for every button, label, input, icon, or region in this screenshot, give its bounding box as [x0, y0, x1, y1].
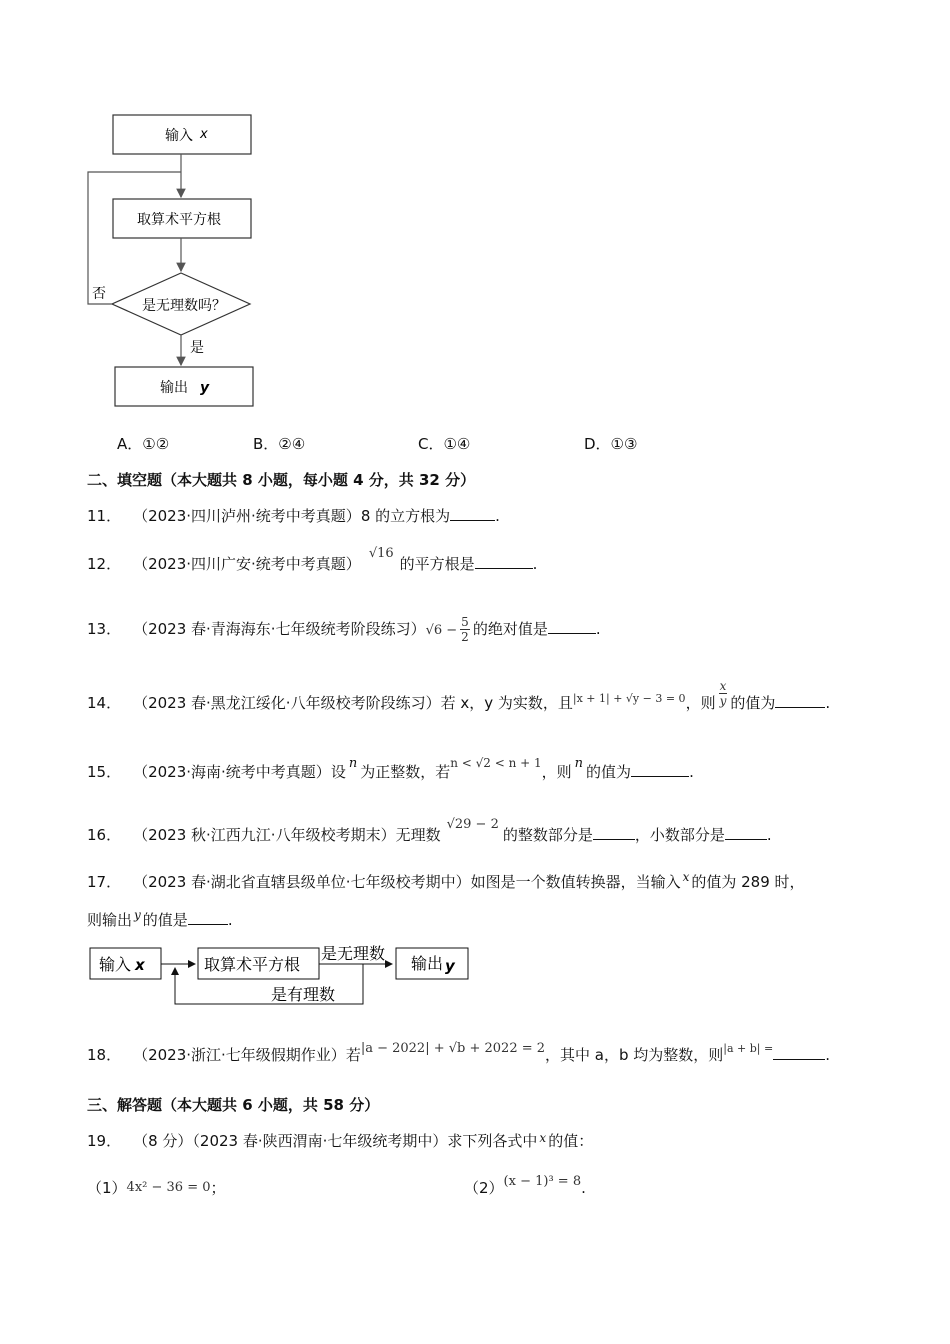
q14-text-c: 的值为: [730, 694, 776, 712]
q15-text-a: 设: [330, 763, 346, 781]
conv-output-var: y: [445, 957, 455, 975]
q12-end: .: [532, 555, 538, 573]
q14-source: （2023 春·黑龙江绥化·八年级校考阶段练习）: [133, 694, 441, 712]
choice-a[interactable]: A．①②: [117, 435, 170, 453]
q16-text-c: ，小数部分是: [634, 826, 725, 844]
q16-text-a: 无理数: [395, 826, 441, 844]
question-12: [87, 546, 538, 576]
q13-text: 的绝对值是: [472, 620, 548, 638]
output-label: 输出: [160, 380, 188, 396]
q17-source: （2023 春·湖北省直辖县级单位·七年级校考期中）: [133, 873, 471, 891]
q14-frac-den: y: [719, 694, 727, 708]
q18-text-b: ，其中 a，b 均为整数，则: [545, 1046, 724, 1064]
question-13: [87, 615, 601, 644]
q17-blank[interactable]: [188, 910, 228, 925]
q16-source: （2023 秋·江西九江·八年级校考期末）: [133, 826, 396, 844]
q16-blank-2[interactable]: [725, 825, 767, 840]
q11-num: 11．: [87, 507, 122, 525]
question-18: [87, 1041, 830, 1067]
q18-math: |a − 2022| + √b + 2022 = 2: [360, 1041, 546, 1056]
q18-blank[interactable]: [773, 1045, 825, 1060]
q17-end: .: [227, 911, 233, 929]
yes-label: 是: [190, 340, 204, 356]
q14-fraction: [719, 679, 728, 708]
q13-source: （2023 春·青海海东·七年级统考阶段练习）: [133, 620, 426, 638]
q12-blank[interactable]: [475, 554, 533, 569]
conv-output-label: 输出: [411, 954, 444, 973]
section3-title: 三、解答题（本大题共 6 小题，共 58 分）: [87, 1096, 380, 1114]
q17-num: 17．: [87, 873, 122, 891]
section2-title: 二、填空题（本大题共 8 小题，每小题 4 分，共 32 分）: [87, 471, 476, 489]
q13-num: 13．: [87, 620, 122, 638]
q17-line2-a: 则输出: [87, 911, 133, 929]
question-16: [87, 817, 772, 847]
q15-end: .: [689, 763, 694, 781]
q16-math: √29 − 2: [446, 817, 499, 832]
q19-text-a: 求下列各式中: [447, 1132, 538, 1150]
question-15: [87, 756, 694, 784]
choice-c[interactable]: C．①④: [418, 435, 471, 453]
question-19: [87, 1131, 593, 1152]
question-19-1: [87, 1178, 226, 1200]
flowchart: [80, 105, 270, 415]
q19-var-x: x: [539, 1131, 547, 1145]
q16-text-b: 的整数部分是: [502, 826, 593, 844]
q15-text-d: 的值为: [586, 763, 632, 781]
question-11: [87, 506, 500, 526]
q11-source: （2023·四川泸州·统考中考真题）: [133, 507, 361, 525]
q14-text-b: ，则: [685, 694, 716, 712]
input-var: x: [200, 127, 208, 142]
q13-frac-den: 2: [461, 630, 469, 644]
conv-input-label: 输入: [99, 955, 132, 974]
conv-input-var: x: [135, 956, 145, 974]
q15-source: （2023·海南·统考中考真题）: [133, 763, 331, 781]
q11-text: 8 的立方根为: [360, 507, 451, 525]
q14-blank[interactable]: [775, 693, 825, 708]
q12-num: 12．: [87, 555, 122, 573]
q19-1-num: （1）: [87, 1179, 127, 1197]
q15-math: n < √2 < n + 1: [450, 756, 542, 770]
decision-label: 是无理数吗？: [142, 298, 226, 314]
q11-end: .: [495, 507, 500, 525]
q15-var-n2: n: [574, 756, 584, 771]
conv-process-label: 取算术平方根: [204, 955, 301, 974]
q18-text-a: 若: [345, 1046, 361, 1064]
no-label: 否: [92, 286, 106, 302]
q19-score: （8 分）: [133, 1132, 193, 1150]
q19-1-end: ；: [210, 1179, 226, 1197]
q18-math-b: |a + b| =: [723, 1042, 774, 1055]
q16-num: 16．: [87, 826, 122, 844]
choice-b[interactable]: B．②④: [253, 435, 306, 453]
q17-var-y: y: [134, 908, 141, 922]
q19-1-math: 4x² − 36 = 0: [126, 1180, 211, 1195]
q12-source: （2023·四川广安·统考中考真题）: [133, 555, 361, 573]
q14-num: 14．: [87, 694, 122, 712]
q17-text-a: 如图是一个数值转换器，当输入: [470, 873, 681, 891]
q19-2-math: (x − 1)³ = 8: [503, 1174, 582, 1189]
q17-var-x: x: [682, 870, 690, 884]
output-var: y: [200, 380, 210, 396]
question-19-2: [464, 1174, 586, 1200]
question-17: [87, 872, 805, 893]
process-label: 取算术平方根: [137, 212, 221, 228]
q19-num: 19．: [87, 1132, 122, 1150]
q12-text: 的平方根是: [399, 555, 475, 573]
q13-end: .: [595, 620, 601, 638]
q19-text-b: 的值：: [548, 1132, 594, 1150]
q15-text-b: 为正整数，若: [360, 763, 451, 781]
q17-text-b: 的值为 289 时，: [691, 873, 805, 891]
q19-2-num: （2）: [464, 1179, 504, 1197]
q13-frac-num: 5: [461, 615, 469, 629]
conv-top-label: 是无理数: [321, 944, 386, 963]
input-label: 输入: [165, 128, 193, 144]
q18-num: 18．: [87, 1046, 122, 1064]
q19-2-end: .: [581, 1179, 586, 1197]
q13-fraction: [460, 615, 470, 644]
q18-source: （2023·浙江·七年级假期作业）: [133, 1046, 346, 1064]
q14-math: |x + 1| + √y − 3 = 0: [572, 692, 686, 705]
q11-blank[interactable]: [450, 506, 495, 521]
q14-text-a: 若 x，y 为实数，且: [440, 694, 573, 712]
q15-blank[interactable]: [631, 762, 689, 777]
q13-math: √6 −: [425, 623, 458, 638]
choice-d[interactable]: D．①③: [584, 435, 638, 453]
q12-math: √16: [368, 546, 394, 561]
q16-blank-1[interactable]: [593, 825, 635, 840]
question-14: [87, 679, 831, 718]
q13-blank[interactable]: [548, 619, 596, 634]
q15-num: 15．: [87, 763, 122, 781]
q15-var-n: n: [348, 756, 358, 771]
q15-text-c: ，则: [541, 763, 572, 781]
q18-end: .: [825, 1046, 830, 1064]
q14-frac-num: x: [719, 679, 727, 693]
converter-diagram: [85, 940, 475, 1010]
q17-line2-b: 的值是: [142, 911, 188, 929]
question-17-line2: [87, 910, 233, 931]
q14-end: .: [825, 694, 831, 712]
q19-source: （2023 春·陕西渭南·七年级统考期中）: [192, 1132, 448, 1150]
q16-end: .: [766, 826, 772, 844]
conv-bottom-label: 是有理数: [271, 985, 336, 1004]
